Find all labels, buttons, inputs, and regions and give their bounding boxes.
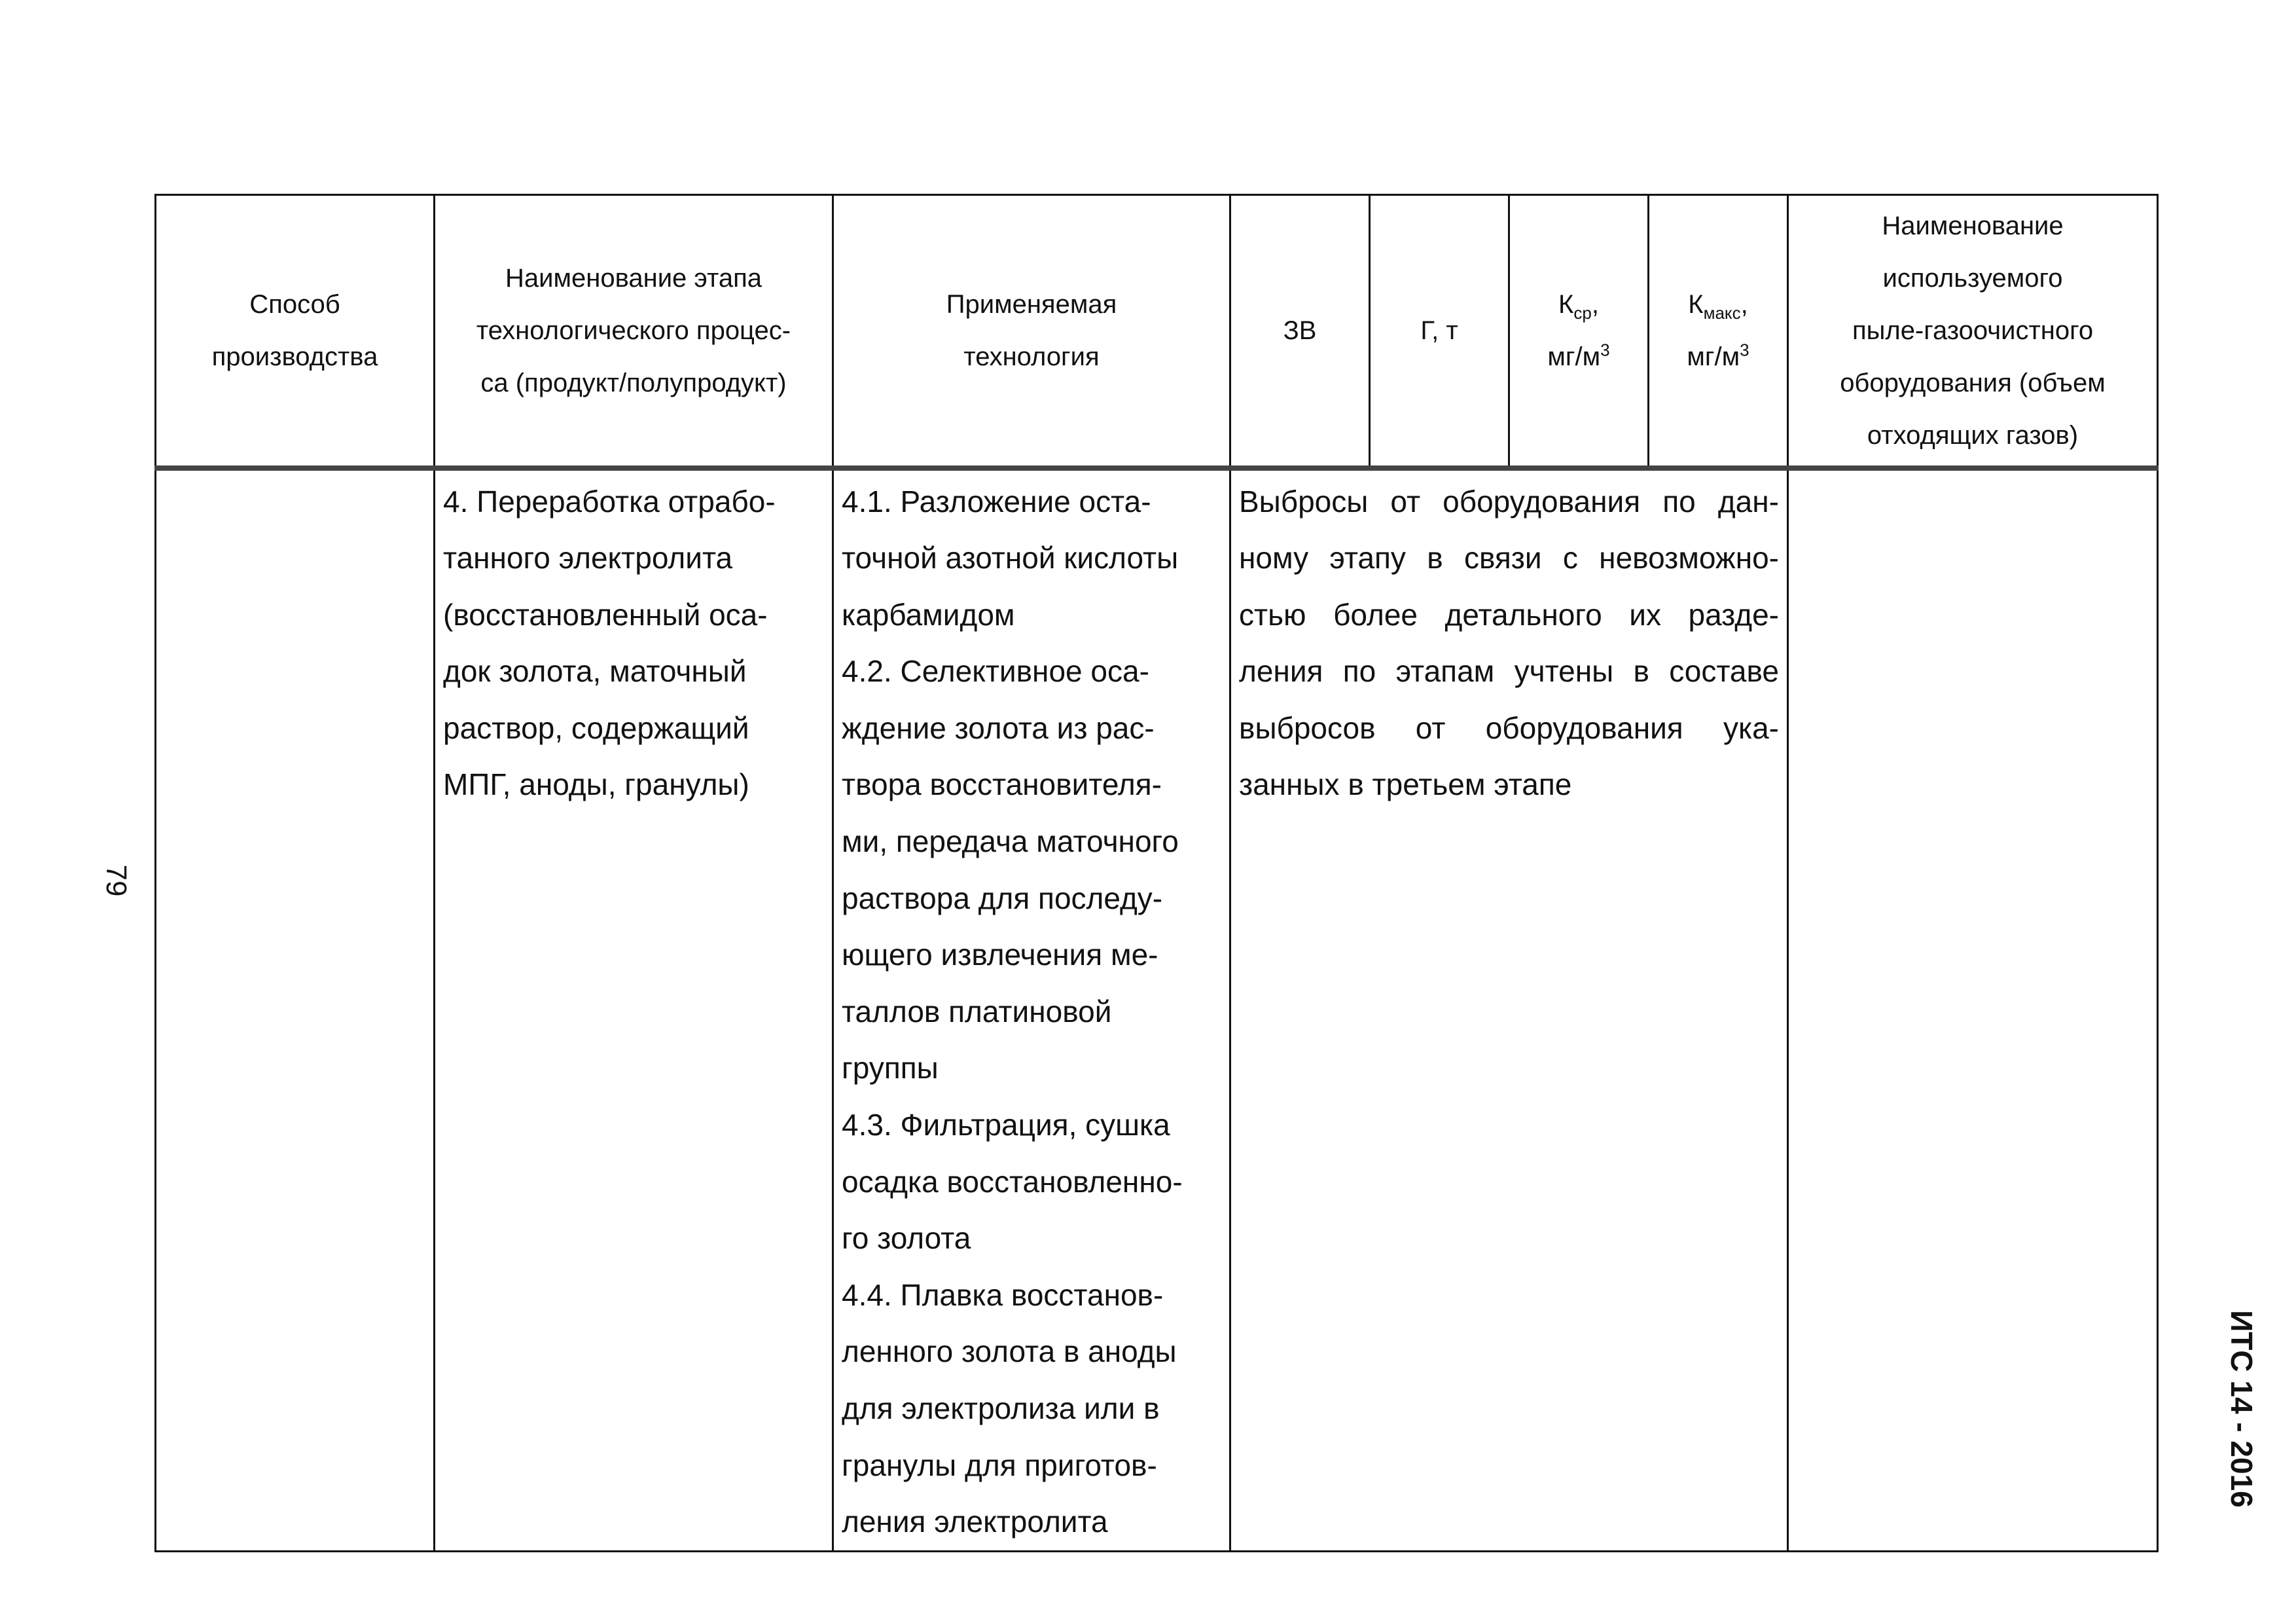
cell-emissions-line: Выбросы от оборудования по дан- <box>1239 484 1779 519</box>
cell-technology-line: твора восстановителя- <box>842 767 1162 802</box>
cell-technology-line: 4.2. Селективное оса- <box>842 654 1149 689</box>
cell-technology-line: ждение золота из рас- <box>842 710 1155 745</box>
emissions-table <box>154 194 2159 1552</box>
cell-stage-line: танного электролита <box>443 541 733 575</box>
header-k-max <box>1649 195 1788 468</box>
cell-technology-line: ления электролита <box>842 1504 1108 1539</box>
cell-emissions-line: стью более детального их разде- <box>1239 597 1779 632</box>
cell-stage-line: (восстановленный оса- <box>443 597 768 632</box>
header-g: Г, т <box>1370 195 1509 468</box>
cell-emissions-note <box>1230 468 1788 1552</box>
cell-technology-line: точной азотной кислоты <box>842 541 1179 575</box>
cell-stage <box>435 468 833 1552</box>
table-row <box>156 468 2158 1552</box>
header-technology-line: технология <box>963 342 1100 371</box>
cell-stage-line: раствор, содержащий <box>443 710 749 745</box>
header-equipment-line: пыле-газоочистного <box>1852 316 2094 345</box>
cell-technology <box>833 468 1230 1552</box>
cell-method <box>156 468 435 1552</box>
cell-emissions-line: занных в третьем этапе <box>1239 767 1572 802</box>
cell-technology-line: 4.1. Разложение оста- <box>842 484 1151 519</box>
cell-technology-line: го золота <box>842 1221 971 1256</box>
cell-technology-line: 4.4. Плавка восстанов- <box>842 1277 1164 1312</box>
header-k-avg <box>1509 195 1649 468</box>
header-method <box>156 195 435 468</box>
header-equipment-line: Наименование <box>1882 211 2064 240</box>
table-header-row <box>156 195 2158 468</box>
cell-technology-line: раствора для последу- <box>842 881 1163 915</box>
header-equipment-line: оборудования (объем <box>1840 368 2106 397</box>
cell-emissions-line: ления по этапам учтены в составе <box>1239 654 1779 689</box>
header-method-line: производства <box>211 342 378 371</box>
cell-emissions-line: выбросов от оборудования ука- <box>1239 710 1779 745</box>
header-k-avg-unit: $мг/м^3$ <box>1547 340 1610 371</box>
cell-technology-line: 4.3. Фильтрация, сушка <box>842 1108 1170 1142</box>
document-code: ИТС 14 - 2016 <box>2225 1310 2259 1508</box>
header-stage-line: технологического процес- <box>476 316 791 345</box>
cell-technology-line: осадка восстановленно- <box>842 1164 1183 1199</box>
cell-emissions-line: ному этапу в связи с невозможно- <box>1239 541 1779 575</box>
cell-technology-line: ми, передача маточного <box>842 824 1179 859</box>
header-k-max-unit: $мг/м^3$ <box>1687 340 1749 371</box>
cell-stage-line: 4. Переработка отрабо- <box>443 484 776 519</box>
cell-stage-line: док золота, маточный <box>443 654 747 689</box>
header-stage-line: Наименование этапа <box>505 263 762 293</box>
header-method-line: Способ <box>249 289 340 319</box>
cell-technology-line: карбамидом <box>842 597 1015 632</box>
header-zv: ЗВ <box>1230 195 1370 468</box>
cell-technology-line: группы <box>842 1051 939 1085</box>
cell-technology-line: таллов платиновой <box>842 994 1112 1029</box>
cell-technology-line: ющего извлечения ме- <box>842 938 1158 972</box>
header-k-avg-symbol: $К_{ср}$, <box>1558 289 1599 323</box>
cell-technology-line: для электролиза или в <box>842 1391 1160 1425</box>
header-equipment-line: отходящих газов) <box>1867 420 2079 450</box>
header-technology <box>833 195 1230 468</box>
cell-technology-line: гранулы для приготов- <box>842 1448 1157 1482</box>
header-stage-line: са (продукт/полупродукт) <box>480 368 787 397</box>
header-technology-line: Применяемая <box>946 289 1117 319</box>
header-stage <box>435 195 833 468</box>
cell-technology-line: ленного золота в аноды <box>842 1334 1177 1369</box>
header-k-max-symbol: $К_{макс}$, <box>1688 289 1748 323</box>
cell-stage-line: МПГ, аноды, гранулы) <box>443 767 749 802</box>
header-equipment-line: используемого <box>1882 263 2063 293</box>
cell-equipment <box>1788 468 2158 1552</box>
header-equipment <box>1788 195 2158 468</box>
page-number: 79 <box>100 864 132 897</box>
